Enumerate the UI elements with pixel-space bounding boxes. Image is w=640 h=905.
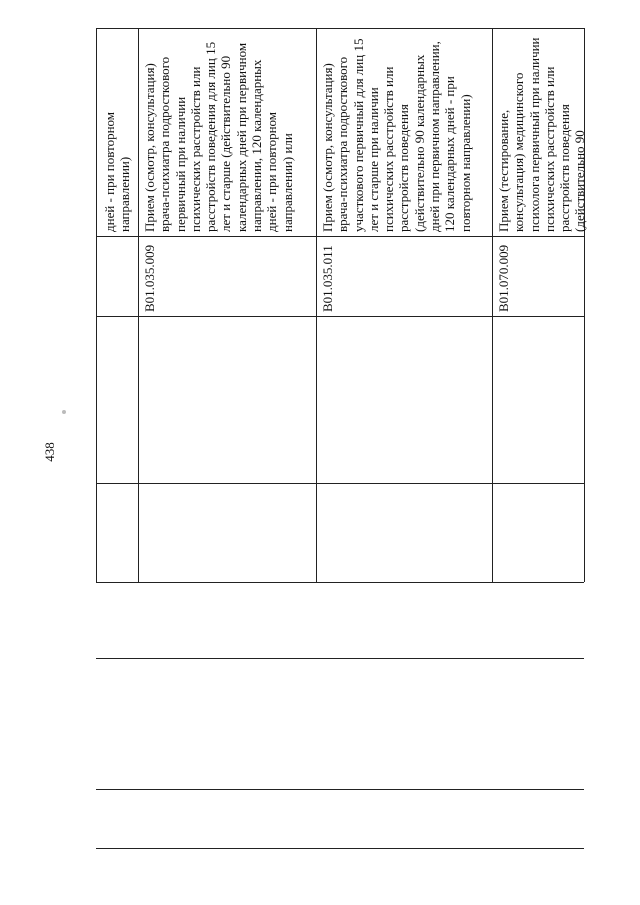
table-rule [96,848,584,849]
table-rule [96,582,584,583]
row-separator [492,28,493,582]
cell-code: B01.035.009 [142,244,157,312]
cell-description: дней - при повторном направлении) [102,111,133,232]
table-border-top [96,28,584,29]
cell-description: Прием (осмотр, консультация) врача-психиатра подросткового первичный при наличии психических расстройств или расстройств поведения для лиц 15 лет и старше (действительно 90 календарных дней при первичном направлении, 120 календарных дней - при повторном направлении) или [142,41,295,232]
table-rule [96,789,584,790]
cell-description: Прием (тестирование, консультация) медицинского психолога первичный при наличии психических расстройств или расстройств поведения (действительно 90 [496,37,588,232]
row-separator [316,28,317,582]
row-separator [138,28,139,582]
table-rule [96,658,584,659]
column-separator [96,236,584,237]
scan-dot [62,410,66,414]
cell-description: Прием (осмотр, консультация) врача-психиатра подросткового участкового первичный для лиц 15 лет и старше при наличии психических расстройств или расстройств поведения (действительно 90 календарных дней при первичном направлении, 120 календарных дней - при повторном направлении) [320,38,473,232]
column-separator [96,316,584,317]
cell-code: B01.035.011 [320,245,335,312]
page-number: 438 [42,442,57,462]
row-separator [96,28,97,582]
cell-code: B01.070.009 [496,244,511,312]
column-separator [96,483,584,484]
